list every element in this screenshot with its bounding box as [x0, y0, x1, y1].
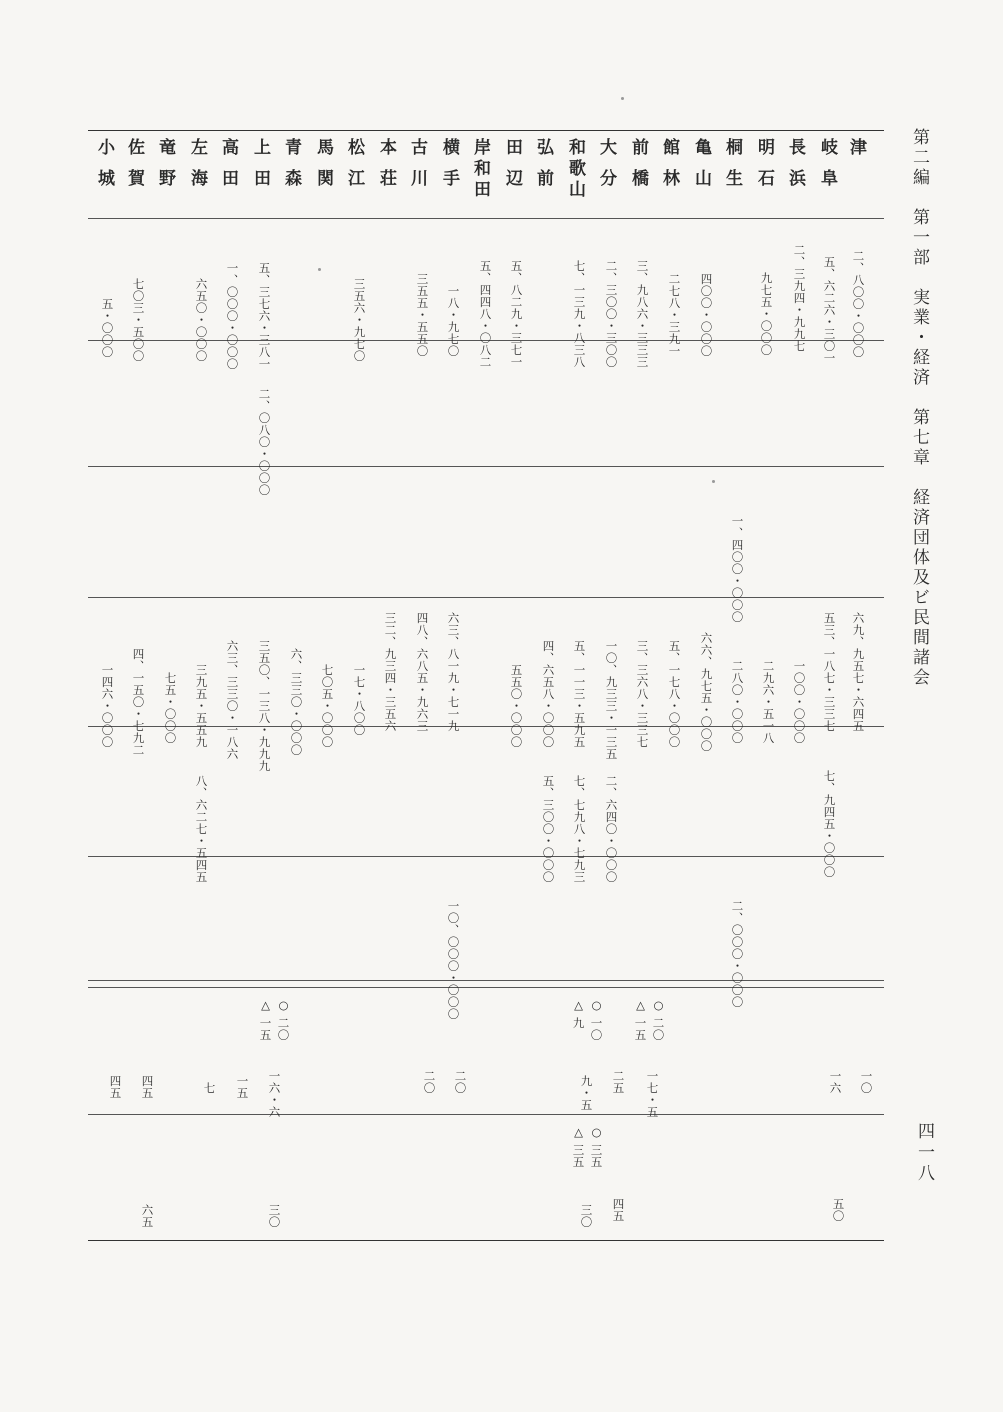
- data-cell: 七、九四五・〇〇〇: [822, 770, 837, 878]
- city-header: 本荘: [376, 138, 396, 200]
- city-header: 岸和田: [470, 138, 490, 201]
- data-cell: 六三、八一九・七一九: [446, 612, 461, 732]
- data-cell: 四、六五八・〇〇〇: [541, 640, 556, 748]
- data-cell: 三五六・九七〇: [352, 278, 367, 362]
- data-cell: 八、六二七・五四五: [194, 775, 209, 883]
- data-cell: 三九五・五五九: [194, 664, 209, 748]
- data-cell: 四八、六八五・九六三: [415, 612, 430, 732]
- city-header: 前橋: [628, 138, 648, 200]
- data-cell: 六三、三三〇・一八六: [225, 640, 240, 760]
- city-header: 横手: [439, 138, 459, 200]
- data-cell: 七、七九八・七九三: [572, 775, 587, 883]
- data-cell: 二、六四〇・〇〇〇: [604, 775, 619, 883]
- row-rule: [88, 466, 884, 467]
- city-header: 明石: [754, 138, 774, 200]
- data-cell: 四〇〇・〇〇〇: [699, 273, 714, 357]
- city-header: 上田: [250, 138, 270, 200]
- data-cell: 五、一七八・〇〇〇: [667, 640, 682, 748]
- data-cell: 五三、一八七・三三七: [822, 612, 837, 732]
- data-cell: 五、六二六・三〇一: [822, 256, 837, 364]
- data-cell: 二九六・五一八: [761, 660, 776, 744]
- city-header: 館林: [659, 138, 679, 200]
- city-header: 小城: [94, 138, 114, 200]
- data-cell: 一六: [828, 1070, 843, 1094]
- page-number: 四一八: [914, 1122, 934, 1185]
- city-header: 左海: [187, 138, 207, 200]
- data-cell: 一五: [235, 1075, 250, 1099]
- row-rule: [88, 980, 884, 981]
- data-cell: 二〇: [453, 1070, 468, 1094]
- data-cell: 一、四〇〇・〇〇〇: [730, 515, 745, 623]
- data-cell: 三〇: [267, 1204, 282, 1228]
- data-cell: 六五〇・〇〇〇: [194, 278, 209, 362]
- table-top-rule: [88, 130, 884, 131]
- data-cell: 二七八・三九一: [667, 273, 682, 357]
- data-cell: △ 三五: [571, 1125, 586, 1168]
- data-cell: 七〇三・五〇〇: [131, 278, 146, 362]
- data-cell: 一四六・〇〇〇: [100, 664, 115, 748]
- data-cell: ○ 二〇: [276, 998, 291, 1041]
- data-cell: 三二、九三四・三五六: [383, 612, 398, 732]
- data-cell: 五・〇〇〇: [100, 298, 115, 358]
- data-cell: 一八・九七〇: [446, 285, 461, 357]
- data-cell: 三〇: [579, 1204, 594, 1228]
- data-cell: △ 一五: [633, 998, 648, 1041]
- data-cell: 七: [202, 1082, 217, 1094]
- city-header: 古川: [407, 138, 427, 200]
- data-cell: 四五: [140, 1075, 155, 1099]
- data-cell: 一〇、九三三・一三五: [604, 640, 619, 760]
- page-header: 第二編 第一部 実業・経済 第七章 経済団体及ビ民間諸会: [909, 128, 929, 688]
- data-cell: 二八〇・〇〇〇: [730, 660, 745, 744]
- city-header: 弘前: [533, 138, 553, 200]
- data-cell: 五、四四八・〇八二: [478, 260, 493, 368]
- data-cell: 一〇〇・〇〇〇: [792, 660, 807, 744]
- data-cell: 三五〇、一三八・九九九: [257, 640, 272, 772]
- data-cell: 二、〇〇〇・〇〇〇: [730, 900, 745, 1008]
- row-rule: [88, 597, 884, 598]
- scan-speck: [621, 97, 624, 100]
- row-rule: [88, 987, 884, 988]
- data-cell: 三五五・五五〇: [415, 273, 430, 357]
- data-cell: 六、三三〇・〇〇〇: [289, 648, 304, 756]
- city-header: 桐生: [722, 138, 742, 200]
- city-header: 津: [846, 138, 866, 169]
- data-cell: 六九、九五七・六四五: [851, 612, 866, 732]
- data-cell: 六六、九七五・〇〇〇: [699, 632, 714, 752]
- data-cell: 一七・五: [645, 1070, 660, 1118]
- data-cell: 六五: [140, 1204, 155, 1228]
- data-cell: ○ 一〇: [589, 998, 604, 1041]
- data-cell: 四、一五〇・七九二: [131, 648, 146, 756]
- data-cell: ○ 三五: [589, 1125, 604, 1168]
- city-header: 大分: [596, 138, 616, 200]
- data-cell: 二、〇八〇・〇〇〇: [257, 388, 272, 496]
- data-cell: 九七五・〇〇〇: [759, 272, 774, 356]
- data-cell: 四五: [108, 1075, 123, 1099]
- data-cell: △ 一五: [258, 998, 273, 1041]
- city-header: 馬関: [313, 138, 333, 200]
- data-cell: 二五: [611, 1070, 626, 1094]
- data-cell: 三、三六八・三三七: [635, 640, 650, 748]
- city-header: 高田: [218, 138, 238, 200]
- city-header: 長浜: [785, 138, 805, 200]
- data-cell: 一〇、〇〇〇・〇〇〇: [446, 900, 461, 1020]
- city-header: 青森: [281, 138, 301, 200]
- data-cell: ○ 二〇: [651, 998, 666, 1041]
- data-cell: 二、三〇〇・三〇〇: [604, 260, 619, 368]
- data-cell: △ 九: [571, 998, 586, 1029]
- data-cell: 七〇五・〇〇〇: [320, 664, 335, 748]
- data-cell: 三、九八六・三三三: [635, 260, 650, 368]
- city-header: 亀山: [691, 138, 711, 200]
- city-header: 田辺: [502, 138, 522, 200]
- data-cell: 五五〇・〇〇〇: [509, 664, 524, 748]
- city-header: 和歌山: [565, 138, 585, 201]
- data-cell: 二〇: [422, 1070, 437, 1094]
- data-cell: 五〇: [831, 1198, 846, 1222]
- data-cell: 二、八〇〇・〇〇〇: [851, 250, 866, 358]
- data-cell: 九・五: [579, 1075, 594, 1111]
- city-header: 佐賀: [124, 138, 144, 200]
- data-cell: 一七・八〇〇: [352, 664, 367, 736]
- data-cell: 五、八二九・三七一: [509, 260, 524, 368]
- data-cell: 七五・〇〇〇: [163, 672, 178, 744]
- row-rule: [88, 1114, 884, 1115]
- data-cell: 一〇: [859, 1070, 874, 1094]
- city-header: 岐阜: [817, 138, 837, 200]
- header-rule: [88, 218, 884, 219]
- data-cell: 一六・六: [267, 1070, 282, 1118]
- scan-speck: [318, 268, 321, 271]
- scan-speck: [712, 480, 715, 483]
- city-header: 竜野: [155, 138, 175, 200]
- data-cell: 五、三七六・三八一: [257, 262, 272, 370]
- data-cell: 四五: [611, 1198, 626, 1222]
- data-cell: 五、一一三・五九五: [572, 640, 587, 748]
- table-bottom-rule: [88, 1240, 884, 1241]
- data-cell: 五、三〇〇・〇〇〇: [541, 775, 556, 883]
- data-cell: 二、三九四・九九七: [792, 244, 807, 352]
- data-cell: 一、〇〇〇・〇〇〇: [225, 262, 240, 370]
- data-cell: 七、一三九・八三八: [572, 260, 587, 368]
- city-header: 松江: [344, 138, 364, 200]
